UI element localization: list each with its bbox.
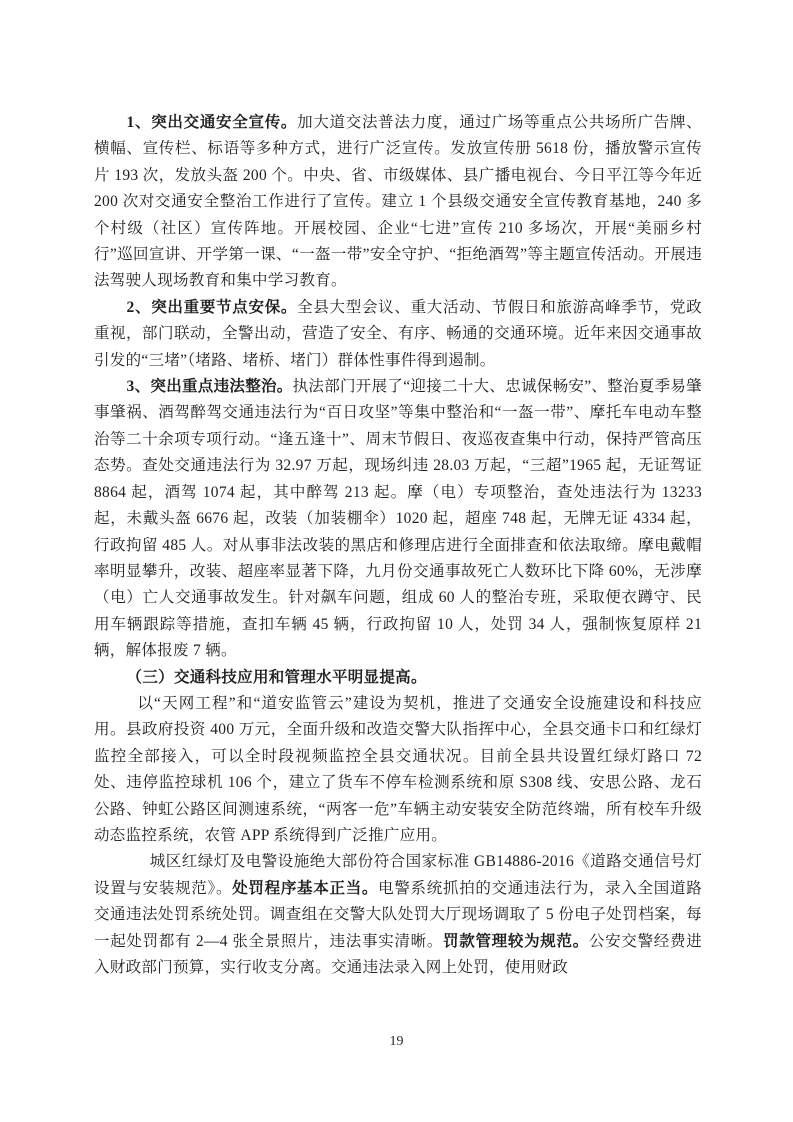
text-run: 城区红绿灯及电警设施绝大部份符合国家标准 GB14886-2016《道路交通信号灯设置与安装规范》。 <box>94 853 702 897</box>
document-body <box>94 110 702 981</box>
bold-text-run: 处罚程序基本正当。 <box>232 879 379 897</box>
text-run: 全县大型会议、重大活动、节假日和旅游高峰季节，党政重视，部门联动，全警出动，营造了安全、有序、畅通的交通环境。近年来因交通事故引发的“三堵”（堵路、堵桥、堵门）群体性事件得到遏制。 <box>94 298 702 369</box>
paragraph-1-propaganda <box>94 110 702 295</box>
text-run: 执法部门开展了“迎接二十大、忠诚保畅安”、整治夏季易肇事肇祸、酒驾醉驾交通违法行为“百日攻坚”等集中整治和“一盔一带”、摩托车电动车整治等二十余项专项行动。“逢五逢十”、周末节假日、夜巡夜查集中行动，保持严管高压态势。查处交通违法行为 32.97 万起，现场纠违 28.03 万起，“三超”1965 起，无证驾证 8864 起，酒驾 1074 起，其中醉驾 213 起。摩（电）专项整治，查处违法行为 13233 起，未戴头盔 6676 起，改装（加装棚伞）1020 起，超座 748 起，无牌无证 4334 起，行政拘留 485 人。对从事非法改装的黑店和修理店进行全面排查和依法取缔。摩电戴帽率明显攀升，改装、超座率显著下降，九月份交通事故死亡人数环比下降 60%，无涉摩（电）亡人交通事故发生。针对飙车问题，组成 60 人的整治专班，采取便衣蹲守、民用车辆跟踪等措施，查扣车辆 45 辆，行政拘留 10 人，处罚 34 人，强制恢复原样 21 辆，解体报废 7 辆。 <box>94 378 702 660</box>
text-run: 公安交警经费进入财政部门预算，实行收支分离。交通违法录入网上处罚，使用财政 <box>94 932 702 976</box>
section-heading-3-technology <box>94 665 702 691</box>
paragraph-2-key-node-security <box>94 295 702 374</box>
paragraph-3-violation-crackdown <box>94 374 702 664</box>
bold-text-run: 3、突出重点违法整治。 <box>126 378 293 396</box>
paragraph-4-tech-application <box>94 691 702 849</box>
text-run: 以“天网工程”和“道安监管云”建设为契机，推进了交通安全设施建设和科技应用。县政府投资 400 万元，全面升级和改造交警大队指挥中心，全县交通卡口和红绿灯监控全部接入，可以全时段视频监控全县交通状况。目前全县共设置红绿灯路口 72 处、违停监控球机 106 个，建立了货车不停车检测系统和原 S308 线、安思公路、龙石公路、钟虹公路区间测速系统，“两客一危”车辆主动安装安全防范终端，所有校车升级动态监控系统，农管 APP 系统得到广泛推广应用。 <box>94 694 702 844</box>
bold-text-run: 罚款管理较为规范。 <box>443 932 589 950</box>
text-run: 电警系统抓拍的交通违法行为，录入全国道路交通违法处罚系统处罚。调查组在交警大队处罚大厅现场调取了 5 份电子处罚档案，每一起处罚都有 2—4 张全景照片，违法事实清晰。 <box>94 879 702 950</box>
bold-text-run: 2、突出重要节点安保。 <box>126 298 298 316</box>
paragraph-5-signals-and-penalty <box>94 849 702 981</box>
bold-text-run: 1、突出交通安全宣传。 <box>126 114 298 131</box>
bold-text-run: （三）交通科技应用和管理水平明显提高。 <box>126 668 427 686</box>
page-number: 19 <box>389 1034 404 1049</box>
text-run: 加大道交法普法力度，通过广场等重点公共场所广告牌、横幅、宣传栏、标语等多种方式，进行广泛宣传。发放宣传册 5618 份，播放警示宣传片 193 次，发放头盔 200 个。中央、省、市级媒体、县广播电视台、今日平江等今年近 200 次对交通安全整治工作进行了宣传。建立 1 个县级交通安全宣传教育基地，240 多个村级（社区）宣传阵地。开展校园、企业“七进”宣传 210 多场次，开展“美丽乡村行”巡回宣讲、开学第一课、“一盔一带”安全守护、“拒绝酒驾”等主题宣传活动。开展违法驾驶人现场教育和集中学习教育。 <box>94 114 702 290</box>
